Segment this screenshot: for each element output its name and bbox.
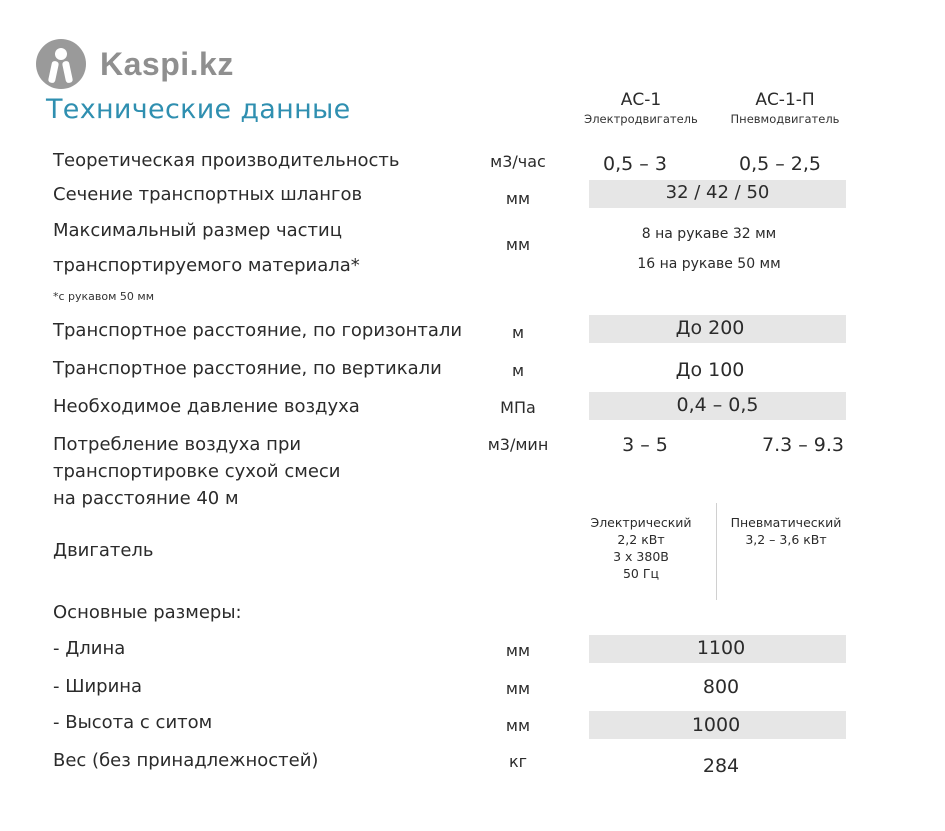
engine-divider xyxy=(716,503,717,600)
model-1-drive: Электродвигатель xyxy=(584,112,698,126)
label-vertical: Транспортное расстояние, по вертикали xyxy=(53,358,442,379)
model-2-drive: Пневмодвигатель xyxy=(730,112,840,126)
label-particle-line2: транспортируемого материала* xyxy=(53,255,360,276)
label-air-line2: транспортировке сухой смеси xyxy=(53,461,341,482)
label-width: - Ширина xyxy=(53,676,143,697)
value-pressure: 0,4 – 0,5 xyxy=(676,394,759,416)
unit-weight: кг xyxy=(508,752,528,771)
unit-hoses: мм xyxy=(505,189,531,208)
value-horizontal: До 200 xyxy=(675,317,745,339)
label-length: - Длина xyxy=(53,638,126,659)
value-hoses: 32 / 42 / 50 xyxy=(665,182,770,203)
unit-particle: мм xyxy=(505,235,531,254)
label-engine: Двигатель xyxy=(53,540,154,561)
unit-pressure: МПа xyxy=(500,398,536,417)
value-vertical: До 100 xyxy=(675,359,745,381)
label-weight: Вес (без принадлежностей) xyxy=(53,750,319,771)
unit-vertical: м xyxy=(511,361,525,380)
unit-horizontal: м xyxy=(511,323,525,342)
value-height: 1000 xyxy=(691,714,741,736)
label-height: - Высота с ситом xyxy=(53,712,213,733)
label-particle-line1: Максимальный размер частиц xyxy=(53,220,342,241)
value-width: 800 xyxy=(702,676,740,698)
logo-text: Kaspi.kz xyxy=(100,45,234,82)
value-engine-pneumatic: Пневматический 3,2 – 3,6 кВт xyxy=(730,515,842,547)
value-length: 1100 xyxy=(696,637,746,659)
value-air-1: 3 – 5 xyxy=(622,434,668,456)
value-engine-electric: Электрический 2,2 кВт 3 x 380В 50 Гц xyxy=(590,515,692,581)
model-1-name: АС-1 xyxy=(620,90,662,110)
label-horizontal: Транспортное расстояние, по горизонтали xyxy=(53,320,463,341)
label-productivity: Теоретическая производительность xyxy=(53,150,400,171)
unit-air: м3/мин xyxy=(487,435,549,454)
value-productivity-1: 0,5 – 3 xyxy=(603,153,667,175)
footnote-particle: *с рукавом 50 мм xyxy=(53,290,155,303)
value-productivity-2: 0,5 – 2,5 xyxy=(738,153,821,175)
unit-width: мм xyxy=(505,679,531,698)
kaspi-logo-icon xyxy=(36,39,86,89)
value-weight: 284 xyxy=(702,755,740,777)
value-air-2: 7.3 – 9.3 xyxy=(761,434,844,456)
label-air-line3: на расстояние 40 м xyxy=(53,488,239,509)
unit-height: мм xyxy=(505,716,531,735)
value-particle-1: 8 на рукаве 32 мм xyxy=(641,226,777,242)
label-pressure: Необходимое давление воздуха xyxy=(53,396,360,417)
page-title: Технические данные xyxy=(46,94,351,125)
unit-length: мм xyxy=(505,641,531,660)
unit-productivity: м3/час xyxy=(490,152,546,171)
label-dimensions: Основные размеры: xyxy=(53,602,242,623)
label-hoses: Сечение транспортных шлангов xyxy=(53,184,363,205)
label-air-line1: Потребление воздуха при xyxy=(53,434,302,455)
value-particle-2: 16 на рукаве 50 мм xyxy=(637,256,781,272)
kaspi-logo xyxy=(36,40,234,88)
model-2-name: АС-1-П xyxy=(755,90,815,110)
